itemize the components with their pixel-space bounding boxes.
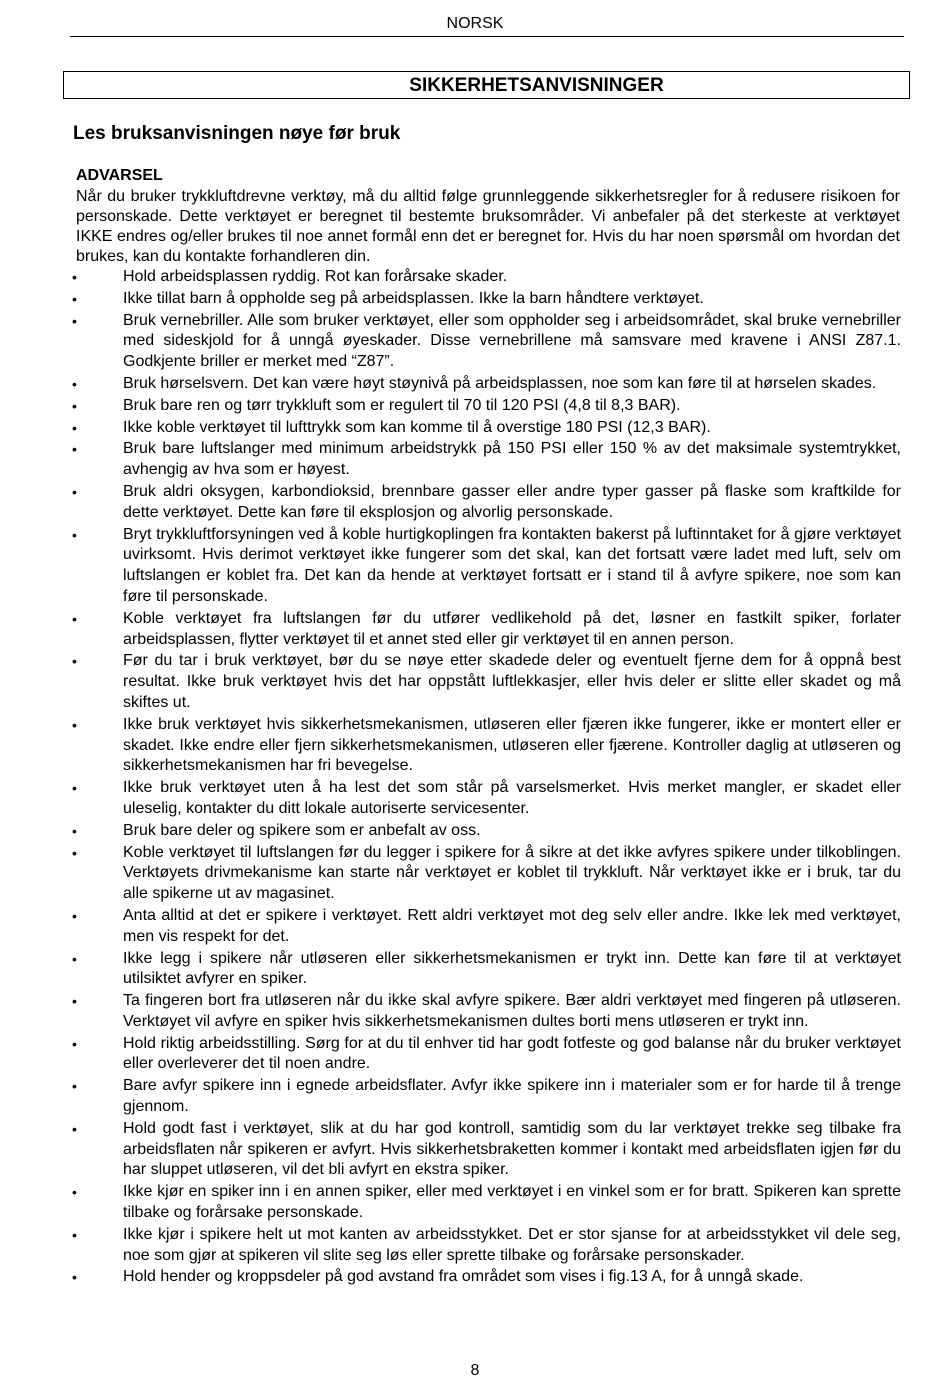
bullet-icon: • (72, 822, 77, 839)
safety-rule-item (0, 525, 901, 608)
bullet-icon: • (72, 1269, 77, 1286)
safety-rule-text: Ikke bruk verktøyet hvis sikkerhetsmekanismen, utløseren eller fjæren ikke fungerer, ikke er montert eller er skadet. Ikke endre eller fjern sikkerhetsmekanismen, utløseren eller fjærene. Kontroller daglig at utløseren og sikkerhetsmekanismen har fri bevegelse. (123, 715, 901, 775)
safety-rule-item (0, 482, 901, 524)
safety-rule-item (0, 609, 901, 651)
safety-rule-text: Ikke koble verktøyet til lufttrykk som kan komme til å overstige 180 PSI (12,3 BAR). (123, 418, 711, 436)
safety-rule-item (0, 949, 901, 991)
bullet-icon: • (72, 844, 77, 861)
safety-rule-text: Ikke bruk verktøyet uten å ha lest det som står på varselsmerket. Hvis merket mangler, er skadet eller uleselig, kontakter du ditt lokale autoriserte servicesenter. (123, 779, 901, 817)
bullet-icon: • (72, 610, 77, 627)
safety-rule-text: Bruk hørselsvern. Det kan være høyt støynivå på arbeidsplassen, noe som kan føre til at hørselen skades. (123, 374, 877, 392)
safety-rule-item (0, 1119, 901, 1181)
page-header-language: NORSK (446, 15, 504, 32)
safety-rule-text: Bruk aldri oksygen, karbondioksid, brennbare gasser eller andre typer gasser på flaske som kraftkilde for dette verktøyet. Dette kan føre til eksplosjon og alvorlig personskade. (123, 482, 901, 521)
bullet-icon: • (72, 1120, 77, 1137)
safety-rule-item (0, 439, 901, 481)
safety-rule-text: Hold godt fast i verktøyet, slik at du har god kontroll, samtidig som du lar verktøyet trekke seg tilbake fra arbeidsflaten når spikeren er avfyrt. Hvis sikkerhetsbraketten kommer i kontakt med arbeidsflaten igjen før du har sluppet utløseren, vil det bli avfyrt en ekstra spiker. (123, 1119, 901, 1179)
safety-rule-item (0, 418, 901, 439)
safety-rule-item (0, 1267, 901, 1288)
safety-rule-text: Koble verktøyet fra luftslangen før du utfører vedlikehold på det, løsner en fastkilt spiker, forlater arbeidsplassen, flytter verktøyet til et annet sted eller gir verktøyet til en annen person. (123, 609, 901, 648)
bullet-icon: • (72, 312, 77, 329)
safety-rule-text: Bruk vernebriller. Alle som bruker verktøyet, eller som oppholder seg i arbeidsområdet, skal bruke vernebriller med sideskjold for å unngå øyeskader. Disse vernebrillene må samsvare med kravene i ANSI Z87.1. Godkjente briller er merket med “Z87”. (123, 311, 901, 371)
safety-rule-item (0, 1182, 901, 1224)
safety-rule-text: Ikke legg i spikere når utløseren eller sikkerhetsmekanismen er trykt inn. Dette kan føre til at verktøyet utilsiktet avfyrer en spiker. (123, 949, 901, 988)
safety-rule-text: Koble verktøyet til luftslangen før du legger i spikere for å sikre at det ikke avfyres spikere under tilkoblingen. Verktøyets drivmekanisme kan starte når verktøyet er koblet til trykkluft. Når verktøyet ikke er i bruk, tar du alle spikerne ut av magasinet. (123, 843, 901, 903)
safety-rule-item (0, 1225, 901, 1267)
safety-rule-text: Bruk bare deler og spikere som er anbefalt av oss. (123, 821, 481, 839)
safety-rules-list (0, 267, 950, 1289)
warning-label: ADVARSEL (76, 167, 163, 184)
safety-rule-text: Bryt trykkluftforsyningen ved å koble hurtigkoplingen fra kontakten bakerst på luftinntaket for å gjøre verktøyet uvirksomt. Hvis derimot verktøyet ikke fungerer som det skal, kan det fortsatt være ladet med luft, selv om luftslangen er koblet fra. Det kan da hende at verktøyet fortsatt er i stand til å avfyre spikere, noe som kan føre til personskade. (123, 525, 901, 605)
safety-rule-item (0, 267, 901, 288)
bullet-icon: • (72, 483, 77, 500)
safety-rule-text: Ta fingeren bort fra utløseren når du ikke skal avfyre spikere. Bær aldri verktøyet med fingeren på utløseren. Verktøyet vil avfyre en spiker hvis sikkerhetsmekanismen dultes borti mens utløseren er trykt inn. (123, 992, 901, 1030)
bullet-icon: • (72, 1035, 77, 1052)
safety-rule-item (0, 778, 901, 820)
safety-rule-item (0, 651, 901, 713)
safety-rule-item (0, 289, 901, 310)
safety-rule-item (0, 991, 901, 1033)
bullet-icon: • (72, 397, 77, 414)
page-number: 8 (470, 1362, 480, 1379)
bullet-icon: • (72, 993, 77, 1010)
bullet-icon: • (72, 375, 77, 392)
safety-rule-text: Bruk bare luftslanger med minimum arbeidstrykk på 150 PSI eller 150 % av det maksimale systemtrykket, avhengig av hva som er høyest. (123, 440, 901, 479)
safety-rule-item (0, 311, 901, 373)
bullet-icon: • (72, 526, 77, 543)
bullet-icon: • (72, 269, 77, 285)
section-title: SIKKERHETSANVISNINGER (409, 75, 664, 96)
safety-rule-item (0, 374, 901, 395)
safety-rule-text: Anta alltid at det er spikere i verktøyet. Rett aldri verktøyet mot deg selv eller andre. Ikke lek med verktøyet, men vis respekt for det. (123, 906, 901, 945)
bullet-icon: • (72, 1078, 77, 1095)
bullet-icon: • (72, 907, 77, 924)
section-title-box (63, 71, 910, 99)
safety-rule-item (0, 821, 901, 842)
safety-rule-text: Hold riktig arbeidsstilling. Sørg for at du til enhver tid har godt fotfeste og god balanse når du bruker verktøyet eller overleverer det til noen andre. (123, 1034, 901, 1073)
safety-rule-text: Ikke kjør en spiker inn i en annen spiker, eller med verktøyet i en vinkel som er for bratt. Spikeren kan sprette tilbake og forårsake personskade. (123, 1183, 901, 1222)
bullet-icon: • (72, 716, 77, 733)
page-subtitle: Les bruksanvisningen nøye før bruk (73, 123, 401, 144)
safety-rule-item (0, 1076, 901, 1118)
safety-rule-text: Før du tar i bruk verktøyet, bør du se nøye etter skadede deler og eventuelt fjerne dem for å oppnå best resultat. Ikke bruk verktøyet hvis det har oppstått luftlekkasjer, eller hvis deler er slitte eller skadet og må skiftes ut. (123, 652, 901, 711)
safety-rule-item (0, 843, 901, 905)
safety-rule-text: Hold hender og kroppsdeler på god avstand fra området som vises i fig.13 A, for å unngå skade. (123, 1268, 804, 1286)
bullet-icon: • (72, 419, 77, 436)
warning-intro-paragraph: Når du bruker trykkluftdrevne verktøy, må du alltid følge grunnleggende sikkerhetsregler for å redusere risikoen for personskade. Dette verktøyet er beregnet til bestemte bruksområder. Vi anbefaler på det sterkeste at verktøyet IKKE endres og/eller brukes til noe annet formål enn det er beregnet for. Hvis du har noen spørsmål om hvordan det brukes, kan du kontakte forhandleren din. (76, 188, 900, 265)
safety-rule-text: Bruk bare ren og tørr trykkluft som er regulert til 70 til 120 PSI (4,8 til 8,3 BAR). (123, 396, 681, 414)
bullet-icon: • (72, 950, 77, 967)
safety-rule-text: Ikke tillat barn å oppholde seg på arbeidsplassen. Ikke la barn håndtere verktøyet. (123, 289, 704, 307)
safety-rule-item (0, 715, 901, 777)
bullet-icon: • (72, 653, 77, 670)
bullet-icon: • (72, 1184, 77, 1201)
bullet-icon: • (72, 290, 77, 307)
safety-rule-item (0, 396, 901, 417)
bullet-icon: • (72, 441, 77, 458)
header-divider (70, 36, 904, 37)
safety-rule-item (0, 1034, 901, 1076)
safety-rule-item (0, 906, 901, 948)
safety-rule-text: Hold arbeidsplassen ryddig. Rot kan forårsake skader. (123, 268, 508, 285)
safety-rule-text: Ikke kjør i spikere helt ut mot kanten av arbeidsstykket. Det er stor sjanse for at arbeidsstykket vil dele seg, noe som gjør at spikeren vil slite seg løs eller sprette tilbake og forårsake personskader. (123, 1225, 901, 1264)
safety-rule-text: Bare avfyr spikere inn i egnede arbeidsflater. Avfyr ikke spikere inn i materialer som er for harde til å trenge gjennom. (123, 1077, 901, 1116)
bullet-icon: • (72, 1226, 77, 1243)
bullet-icon: • (72, 780, 77, 797)
